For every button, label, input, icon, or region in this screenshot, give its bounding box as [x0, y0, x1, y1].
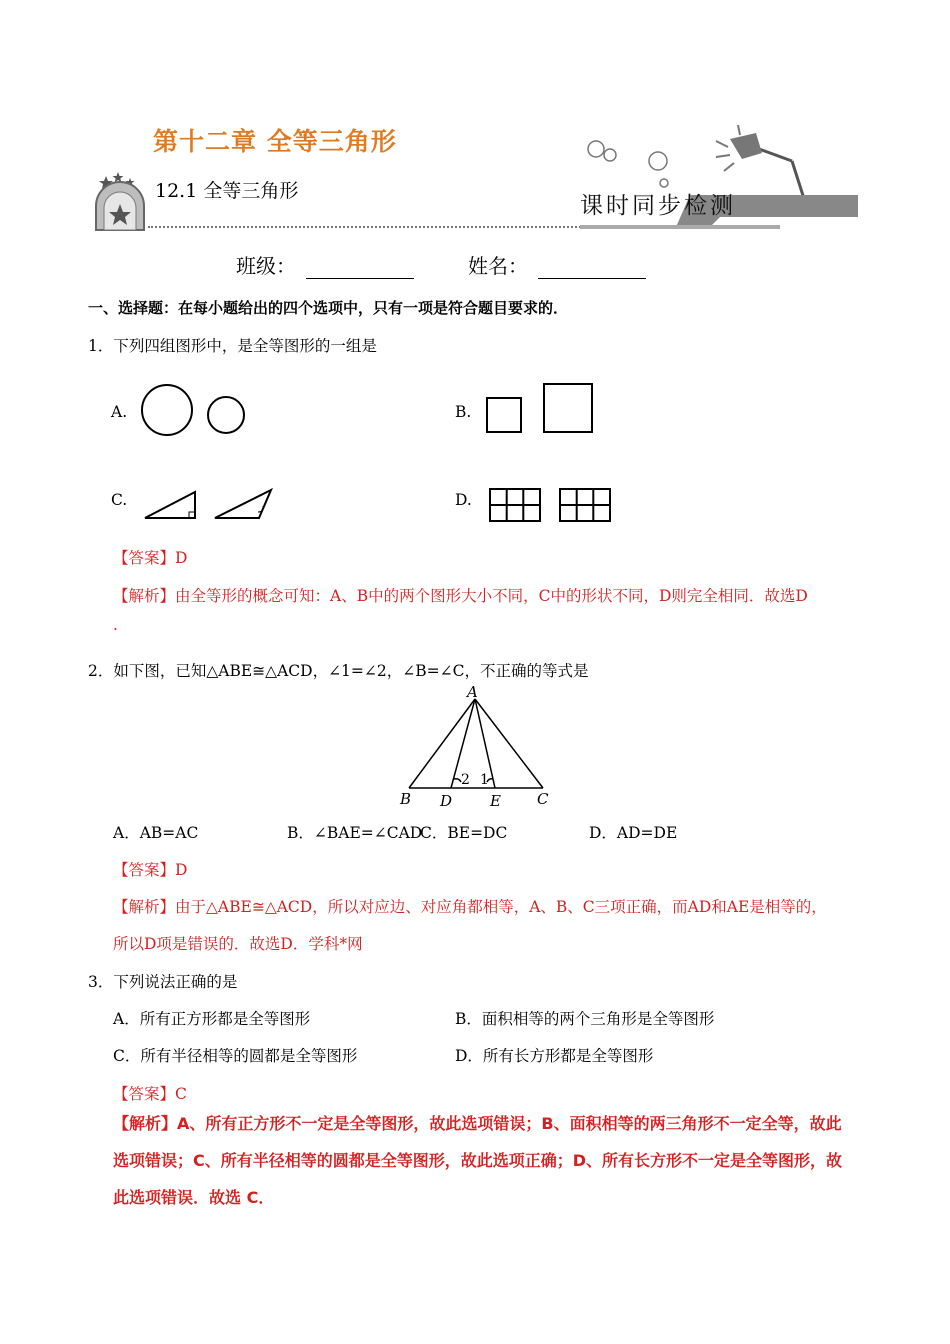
q2-label-a: A — [467, 683, 478, 701]
class-field — [236, 250, 414, 279]
q1-answer-value: D — [175, 549, 188, 567]
name-blank[interactable] — [538, 258, 646, 279]
q1-expl-tag: 【解析】 — [113, 587, 176, 605]
q2-label-c: C — [537, 790, 549, 808]
q2-answer-tag: 【答案】 — [113, 861, 176, 879]
q3-stem: 3．下列说法正确的是 — [88, 973, 238, 991]
q1-expl-text: 由全等形的概念可知：A、B中的两个图形大小不同，C中的形状不同，D则完全相同．故选D — [175, 587, 808, 605]
q3-option-a: A．所有正方形都是全等图形 — [113, 1010, 311, 1028]
q1-answer-tag: 【答案】 — [113, 549, 176, 567]
q2-label-e: E — [490, 792, 501, 810]
q1-option-d: D. — [455, 491, 472, 509]
q3-option-b: B．面积相等的两个三角形是全等图形 — [455, 1010, 715, 1028]
star-emblem-icon — [92, 170, 152, 232]
q1-option-b: B. — [455, 403, 472, 421]
class-blank[interactable] — [306, 258, 414, 279]
q1-figure-c-triangles — [140, 486, 276, 524]
q3-option-c: C．所有半径相等的圆都是全等图形 — [113, 1047, 358, 1065]
q1-answer — [113, 546, 187, 568]
q2-option-a: A．AB=AC — [113, 824, 199, 842]
q1-stem: 1．下列四组图形中，是全等图形的一组是 — [88, 337, 377, 355]
q3-expl-line1: 【解析】A、所有正方形不一定是全等图形，故此选项错误；B、面积相等的两三角形不一定全等，故此 — [113, 1114, 842, 1133]
chapter-title: 第十二章 全等三角形 — [153, 127, 397, 156]
q3-answer-tag: 【答案】 — [113, 1085, 176, 1103]
q3-answer-value: C — [175, 1085, 187, 1103]
class-label: 班级： — [236, 254, 296, 278]
q1-expl-tail: . — [113, 616, 118, 634]
q2-label-d: D — [440, 792, 453, 810]
q2-label-angle2: 2 — [461, 772, 470, 788]
name-field — [468, 250, 646, 279]
q2-expl-tag: 【解析】 — [113, 898, 176, 916]
name-label: 姓名： — [468, 254, 528, 278]
q2-option-c: C．BE=DC — [420, 824, 508, 842]
q2-stem: 2．如下图，已知△ABE≅△ACD，∠1=∠2，∠B=∠C，不正确的等式是 — [88, 662, 589, 680]
q2-answer-value: D — [175, 861, 188, 879]
q2-expl-line2: 所以D项是错误的．故选D．学科*网 — [113, 935, 363, 953]
q2-answer — [113, 858, 187, 880]
q1-option-c: C. — [111, 491, 128, 509]
q3-answer — [113, 1082, 187, 1104]
q3-explanation — [113, 1105, 873, 1216]
q3-expl-line2: 选项错误；C、所有半径相等的圆都是全等图形，故此选项正确；D、所有长方形不一定是全等图形，故 — [113, 1151, 843, 1170]
q1-option-a: A. — [111, 403, 128, 421]
q2-option-b: B．∠BAE=∠CAD — [287, 824, 423, 842]
q1-figure-a-circles — [138, 380, 250, 440]
q2-explanation — [113, 895, 827, 917]
q2-label-angle1: 1 — [480, 772, 489, 788]
q2-label-b: B — [400, 790, 412, 808]
q3-option-d: D．所有长方形都是全等图形 — [455, 1047, 654, 1065]
q3-expl-line3: 此选项错误．故选 C． — [113, 1188, 275, 1207]
q1-figure-b-squares — [484, 380, 598, 438]
q2-expl-line1: 由于△ABE≅△ACD，所以对应边、对应角都相等，A、B、C三项正确，而AD和AE是相等的， — [175, 898, 827, 916]
q2-triangle-figure — [395, 683, 565, 811]
q2-option-d: D．AD=DE — [589, 824, 678, 842]
q1-figure-d-grids — [486, 484, 614, 526]
section-title: 12.1 全等三角形 — [155, 180, 299, 202]
badge-text: 课时同步检测 — [580, 193, 736, 219]
q1-explanation — [113, 584, 808, 606]
section1-heading: 一、选择题：在每小题给出的四个选项中，只有一项是符合题目要求的． — [88, 299, 569, 317]
